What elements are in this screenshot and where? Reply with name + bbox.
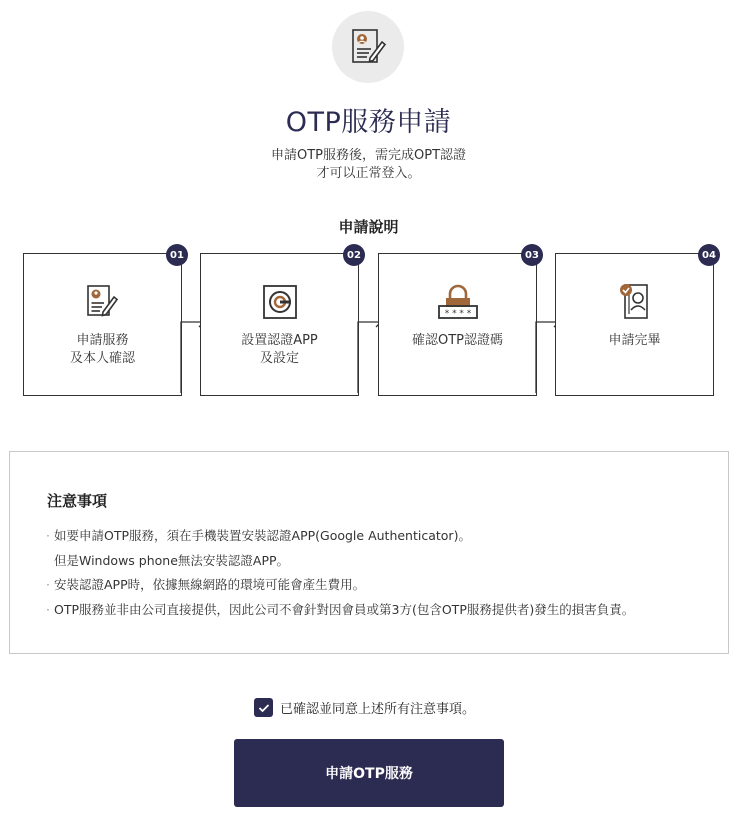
step-card-3 [378, 249, 539, 396]
agreement-label[interactable]: 已確認並同意上述所有注意事項。 [280, 702, 476, 717]
notice-item: 但是Windows phone無法安裝認證APP。 [54, 552, 290, 568]
step-number-badge: 03 [521, 244, 543, 266]
notice-box [9, 451, 729, 654]
authenticator-app-icon [260, 282, 300, 322]
step-number-badge: 02 [343, 244, 365, 266]
step-label: 確認OTP認證碼 [411, 333, 503, 348]
step-label: 申請服務 及本人確認 [69, 333, 135, 366]
step-number-badge: 01 [166, 244, 188, 266]
agreement-checkbox[interactable] [254, 698, 273, 717]
svg-text:* * * *: * * * * [444, 309, 471, 319]
document-person-pen-icon [346, 25, 390, 69]
page-title: OTP服務申請 [285, 107, 452, 138]
step-card-2 [200, 249, 361, 396]
notice-item: · 如要申請OTP服務，須在手機裝置安裝認證APP(Google Authenticator)。 [46, 524, 634, 549]
notice-item: · OTP服務並非由公司直接提供，因此公司不會針對因會員或第3方(包含OTP服務提供者)發生的損害負責。 [46, 598, 634, 623]
apply-otp-button[interactable]: 申請OTP服務 [234, 739, 504, 807]
step-card-1 [23, 249, 184, 396]
steps-heading: 申請說明 [338, 218, 399, 236]
step-label: 申請完畢 [608, 333, 661, 348]
notice-title: 注意事項 [47, 492, 108, 510]
notice-list [46, 524, 634, 622]
step-card-4 [555, 249, 716, 396]
agreement-row[interactable] [254, 698, 475, 717]
document-person-pen-icon [83, 282, 123, 322]
checkmark-icon [258, 703, 270, 713]
notice-item: · 安裝認證APP時，依據無線網路的環境可能會產生費用。 [46, 573, 634, 598]
page-subtitle [0, 147, 737, 183]
padlock-password-icon [438, 282, 478, 322]
subtitle-line-1: 申請OTP服務後，需完成OPT認證 [270, 148, 467, 163]
document-check-icon [615, 282, 655, 322]
subtitle-line-2: 才可以正常登入。 [316, 166, 421, 181]
step-number-badge: 04 [698, 244, 720, 266]
hero-icon-circle [332, 11, 404, 83]
step-label: 設置認證APP 及設定 [241, 333, 318, 366]
